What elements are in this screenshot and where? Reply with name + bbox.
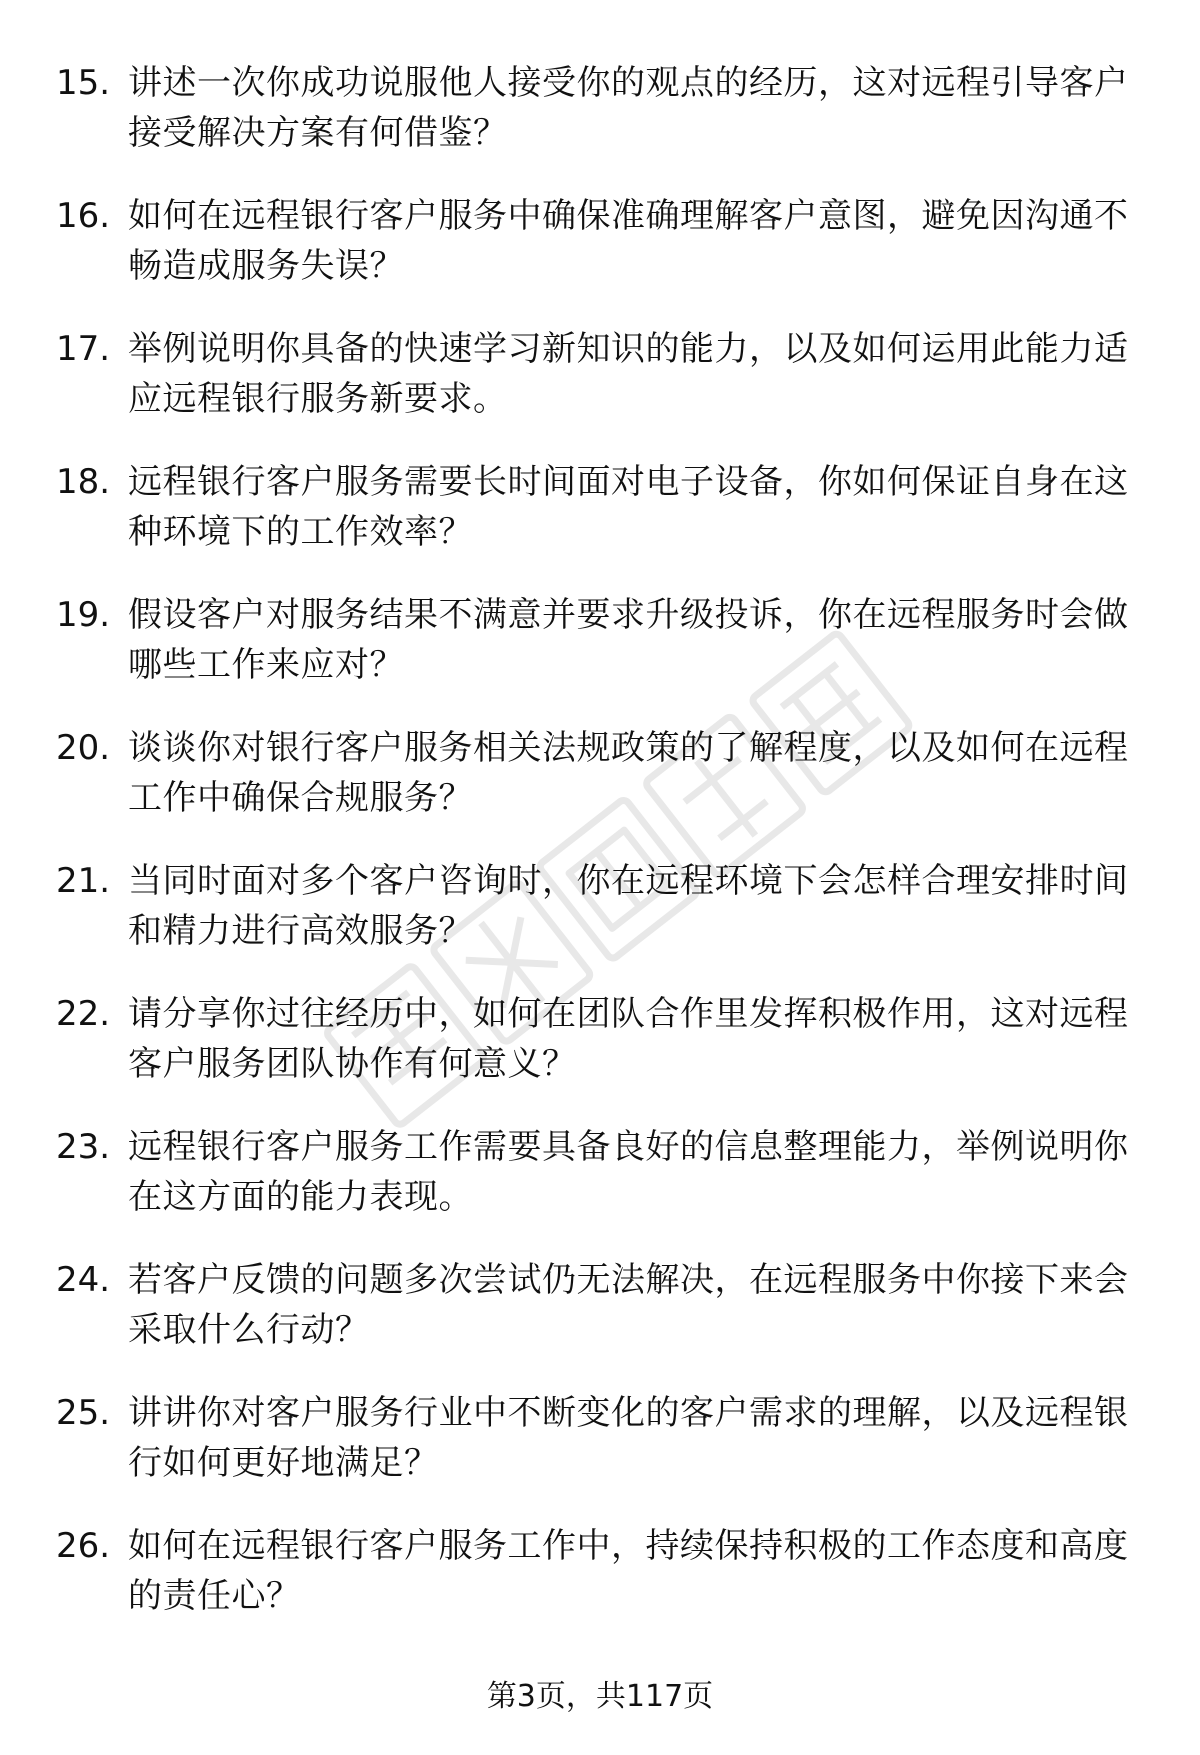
question-item	[56, 1122, 1146, 1255]
question-text: 请分享你过往经历中，如何在团队合作里发挥积极作用，这对远程客户服务团队协作有何意义？	[128, 994, 1129, 1084]
question-text: 当同时面对多个客户咨询时，你在远程环境下会怎样合理安排时间和精力进行高效服务？	[128, 861, 1129, 951]
question-item	[56, 590, 1146, 723]
question-item	[56, 1255, 1146, 1388]
question-text: 讲述一次你成功说服他人接受你的观点的经历，这对远程引导客户接受解决方案有何借鉴？	[128, 63, 1129, 153]
question-item	[56, 191, 1146, 324]
question-number: 19.	[56, 595, 111, 635]
page-footer: 第3页，共117页	[486, 1679, 714, 1714]
question-text: 如何在远程银行客户服务中确保准确理解客户意图，避免因沟通不畅造成服务失误？	[128, 196, 1129, 286]
question-text: 举例说明你具备的快速学习新知识的能力，以及如何运用此能力适应远程银行服务新要求。	[128, 329, 1129, 419]
question-item	[56, 457, 1146, 590]
question-list	[56, 58, 1146, 1654]
question-number: 25.	[56, 1393, 111, 1433]
question-text: 讲讲你对客户服务行业中不断变化的客户需求的理解，以及远程银行如何更好地满足？	[128, 1393, 1129, 1483]
question-number: 26.	[56, 1526, 111, 1566]
question-item	[56, 856, 1146, 989]
question-number: 20.	[56, 728, 111, 768]
question-number: 17.	[56, 329, 111, 369]
question-number: 15.	[56, 63, 111, 103]
question-number: 23.	[56, 1127, 111, 1167]
question-item	[56, 58, 1146, 191]
question-item	[56, 989, 1146, 1122]
question-number: 16.	[56, 196, 111, 236]
question-text: 若客户反馈的问题多次尝试仍无法解决，在远程服务中你接下来会采取什么行动？	[128, 1260, 1129, 1350]
question-text: 谈谈你对银行客户服务相关法规政策的了解程度，以及如何在远程工作中确保合规服务？	[128, 728, 1129, 818]
question-number: 24.	[56, 1260, 111, 1300]
question-number: 21.	[56, 861, 111, 901]
question-text: 假设客户对服务结果不满意并要求升级投诉，你在远程服务时会做哪些工作来应对？	[128, 595, 1129, 685]
question-number: 22.	[56, 994, 111, 1034]
question-text: 远程银行客户服务需要长时间面对电子设备，你如何保证自身在这种环境下的工作效率？	[128, 462, 1129, 552]
question-number: 18.	[56, 462, 111, 502]
question-item	[56, 723, 1146, 856]
question-item	[56, 1388, 1146, 1521]
question-text: 如何在远程银行客户服务工作中，持续保持积极的工作态度和高度的责任心？	[128, 1526, 1129, 1616]
question-item	[56, 1521, 1146, 1654]
question-item	[56, 324, 1146, 457]
question-text: 远程银行客户服务工作需要具备良好的信息整理能力，举例说明你在这方面的能力表现。	[128, 1127, 1129, 1217]
